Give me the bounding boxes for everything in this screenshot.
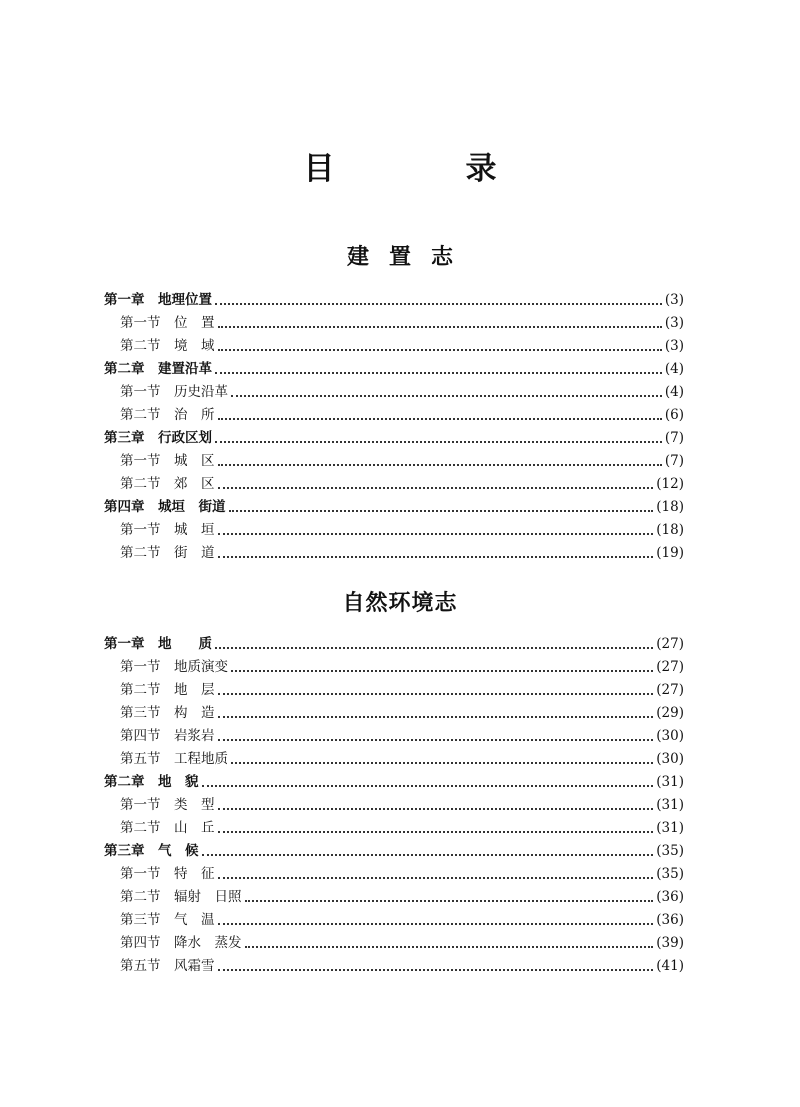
dot-leader xyxy=(231,394,662,397)
toc-entry-page-number: (27) xyxy=(656,659,684,675)
toc-entry-page-number: (18) xyxy=(656,522,684,538)
dot-leader xyxy=(218,463,662,466)
dot-leader xyxy=(218,738,654,741)
dot-leader xyxy=(218,555,654,558)
toc-section-entry xyxy=(104,473,684,496)
toc-section-entry xyxy=(104,702,684,725)
toc-section-entry xyxy=(104,817,684,840)
toc-entry-label: 第二节 辐射 日照 xyxy=(120,889,242,905)
toc-section-entry xyxy=(104,955,684,978)
toc-section-entry xyxy=(104,404,684,427)
dot-leader xyxy=(229,509,654,512)
toc-entry-page-number: (31) xyxy=(656,797,684,813)
dot-leader xyxy=(231,761,653,764)
toc-entry-label: 第一章 地 质 xyxy=(104,636,212,652)
toc-entry-label: 第四节 岩浆岩 xyxy=(120,728,215,744)
toc-entry-label: 第五节 风霜雪 xyxy=(120,958,215,974)
toc-entry-label: 第一节 历史沿革 xyxy=(120,384,228,400)
dot-leader xyxy=(245,899,654,902)
dot-leader xyxy=(218,830,654,833)
toc-list-ziran xyxy=(104,633,684,978)
toc-entry-page-number: (29) xyxy=(656,705,684,721)
toc-entry-page-number: (31) xyxy=(656,820,684,836)
toc-entry-label: 第三节 构 造 xyxy=(120,705,215,721)
dot-leader xyxy=(218,486,654,489)
toc-entry-label: 第二章 地 貌 xyxy=(104,774,199,790)
toc-entry-page-number: (36) xyxy=(656,889,684,905)
dot-leader xyxy=(218,417,662,420)
toc-entry-page-number: (12) xyxy=(656,476,684,492)
toc-section-entry xyxy=(104,450,684,473)
toc-section-entry xyxy=(104,863,684,886)
toc-section-entry xyxy=(104,725,684,748)
toc-entry-label: 第一节 城 垣 xyxy=(120,522,215,538)
toc-entry-label: 第三章 行政区划 xyxy=(104,430,212,446)
toc-section-entry xyxy=(104,932,684,955)
toc-entry-label: 第三章 气 候 xyxy=(104,843,199,859)
toc-entry-page-number: (3) xyxy=(664,338,684,354)
toc-entry-label: 第三节 气 温 xyxy=(120,912,215,928)
dot-leader xyxy=(218,807,654,810)
toc-entry-label: 第二章 建置沿革 xyxy=(104,361,212,377)
toc-entry-label: 第一节 城 区 xyxy=(120,453,215,469)
toc-entry-label: 第二节 治 所 xyxy=(120,407,215,423)
dot-leader xyxy=(202,784,654,787)
toc-entry-page-number: (31) xyxy=(656,774,684,790)
toc-section-entry xyxy=(104,909,684,932)
dot-leader xyxy=(218,692,654,695)
toc-entry-label: 第五节 工程地质 xyxy=(120,751,228,767)
toc-section-entry xyxy=(104,381,684,404)
toc-entry-label: 第四节 降水 蒸发 xyxy=(120,935,242,951)
toc-chapter-entry xyxy=(104,358,684,381)
toc-entry-page-number: (4) xyxy=(664,384,684,400)
toc-entry-label: 第二节 地 层 xyxy=(120,682,215,698)
toc-entry-label: 第四章 城垣 街道 xyxy=(104,499,226,515)
toc-entry-page-number: (7) xyxy=(664,453,684,469)
dot-leader xyxy=(218,876,654,879)
dot-leader xyxy=(218,922,654,925)
dot-leader xyxy=(202,853,654,856)
toc-entry-page-number: (7) xyxy=(664,430,684,446)
toc-entry-page-number: (35) xyxy=(656,866,684,882)
toc-entry-page-number: (27) xyxy=(656,636,684,652)
toc-chapter-entry xyxy=(104,496,684,519)
toc-entry-page-number: (6) xyxy=(664,407,684,423)
toc-section-entry xyxy=(104,886,684,909)
toc-entry-page-number: (36) xyxy=(656,912,684,928)
toc-chapter-entry xyxy=(104,427,684,450)
toc-entry-page-number: (18) xyxy=(656,499,684,515)
toc-section-entry xyxy=(104,679,684,702)
toc-entry-page-number: (27) xyxy=(656,682,684,698)
toc-section-entry xyxy=(104,335,684,358)
toc-entry-label: 第二节 郊 区 xyxy=(120,476,215,492)
toc-entry-label: 第一节 特 征 xyxy=(120,866,215,882)
dot-leader xyxy=(245,945,654,948)
dot-leader xyxy=(218,968,654,971)
page-title: 目 录 xyxy=(303,151,547,187)
toc-entry-page-number: (19) xyxy=(656,545,684,561)
toc-entry-page-number: (39) xyxy=(656,935,684,951)
dot-leader xyxy=(215,646,653,649)
toc-entry-label: 第二节 境 域 xyxy=(120,338,215,354)
toc-chapter-entry xyxy=(104,771,684,794)
dot-leader xyxy=(218,715,654,718)
toc-section-entry xyxy=(104,312,684,335)
toc-entry-label: 第一节 地质演变 xyxy=(120,659,228,675)
toc-entry-label: 第一节 位 置 xyxy=(120,315,215,331)
dot-leader xyxy=(231,669,653,672)
dot-leader xyxy=(215,302,662,305)
toc-section-entry xyxy=(104,748,684,771)
toc-entry-page-number: (3) xyxy=(664,292,684,308)
toc-entry-label: 第一章 地理位置 xyxy=(104,292,212,308)
toc-entry-page-number: (35) xyxy=(656,843,684,859)
toc-chapter-entry xyxy=(104,633,684,656)
toc-entry-page-number: (4) xyxy=(664,361,684,377)
toc-entry-label: 第二节 街 道 xyxy=(120,545,215,561)
dot-leader xyxy=(215,440,662,443)
toc-section-entry xyxy=(104,519,684,542)
toc-section-entry xyxy=(104,794,684,817)
toc-entry-label: 第一节 类 型 xyxy=(120,797,215,813)
dot-leader xyxy=(218,325,662,328)
dot-leader xyxy=(218,348,662,351)
dot-leader xyxy=(218,532,654,535)
toc-section-entry xyxy=(104,656,684,679)
toc-entry-label: 第二节 山 丘 xyxy=(120,820,215,836)
dot-leader xyxy=(215,371,662,374)
toc-entry-page-number: (30) xyxy=(656,751,684,767)
toc-list-jianzhi xyxy=(104,289,684,565)
toc-entry-page-number: (30) xyxy=(656,728,684,744)
toc-entry-page-number: (3) xyxy=(664,315,684,331)
section-title-jianzhi: 建置志 xyxy=(346,245,473,270)
toc-chapter-entry xyxy=(104,840,684,863)
toc-entry-page-number: (41) xyxy=(656,958,684,974)
toc-section-entry xyxy=(104,542,684,565)
section-title-ziran: 自然环境志 xyxy=(342,591,458,616)
toc-chapter-entry xyxy=(104,289,684,312)
